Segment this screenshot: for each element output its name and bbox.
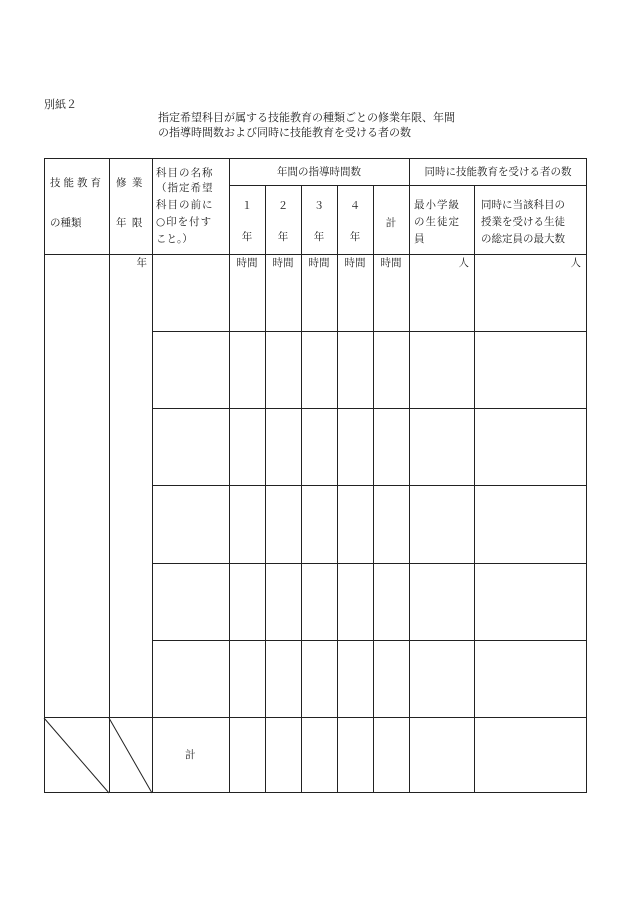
header-total: 計 bbox=[385, 217, 397, 229]
header-students-group: 同時に技能教育を受ける者の数 bbox=[424, 166, 572, 178]
header-max-line1: 同時に当該科目の bbox=[481, 199, 565, 211]
header-years-line1: 修 業 bbox=[116, 177, 144, 189]
header-year4-unit: 年 bbox=[349, 231, 361, 243]
header-year4-num: ４ bbox=[349, 200, 361, 212]
header-year3-num: ３ bbox=[313, 200, 325, 212]
unit-hours-total: 時間 bbox=[380, 257, 402, 269]
title-line-1: 指定希望科目が属する技能教育の種類ごとの修業年限、年間 bbox=[158, 111, 455, 124]
header-max-line3: の総定員の最大数 bbox=[481, 233, 565, 245]
header-year1-num: １ bbox=[241, 200, 253, 212]
unit-hours-y1: 時間 bbox=[236, 257, 258, 269]
header-subject-line2: （指定希望 bbox=[156, 182, 214, 194]
header-years-line2: 年 限 bbox=[116, 217, 144, 229]
unit-persons-min: 人 bbox=[458, 257, 469, 269]
header-subject-line5: こと。） bbox=[156, 233, 193, 245]
footer-diagonal-kind bbox=[44, 718, 109, 793]
header-year1-unit: 年 bbox=[241, 231, 253, 243]
table-border bbox=[45, 159, 587, 793]
header-min-class-line3: 員 bbox=[414, 233, 425, 245]
unit-hours-y3: 時間 bbox=[308, 257, 330, 269]
header-max-line2: 授業を受ける生徒 bbox=[481, 216, 565, 228]
attachment-label: 別紙２ bbox=[44, 98, 77, 111]
header-subject-line4: ○印を付す bbox=[156, 216, 213, 228]
unit-hours-y4: 時間 bbox=[344, 257, 366, 269]
header-kind-line2: の種類 bbox=[50, 217, 82, 229]
title-line-2: の指導時間数および同時に技能教育を受ける者の数 bbox=[158, 126, 411, 139]
header-year2-unit: 年 bbox=[277, 231, 289, 243]
unit-hours-y2: 時間 bbox=[272, 257, 294, 269]
header-subject-line1: 科目の名称 bbox=[156, 167, 214, 179]
footer-diagonal-years bbox=[109, 718, 152, 793]
footer-total: 計 bbox=[185, 749, 196, 761]
header-year2-num: ２ bbox=[277, 200, 289, 212]
header-subject-line3: 科目の前に bbox=[156, 199, 214, 211]
unit-persons-max: 人 bbox=[570, 257, 581, 269]
unit-year: 年 bbox=[136, 257, 147, 269]
header-hours-group: 年間の指導時間数 bbox=[277, 166, 361, 178]
header-year3-unit: 年 bbox=[313, 231, 325, 243]
header-min-class-line2: の生徒定 bbox=[414, 216, 460, 228]
header-min-class-line1: 最小学級 bbox=[414, 199, 460, 211]
header-kind-line1: 技能教育 bbox=[50, 177, 104, 189]
